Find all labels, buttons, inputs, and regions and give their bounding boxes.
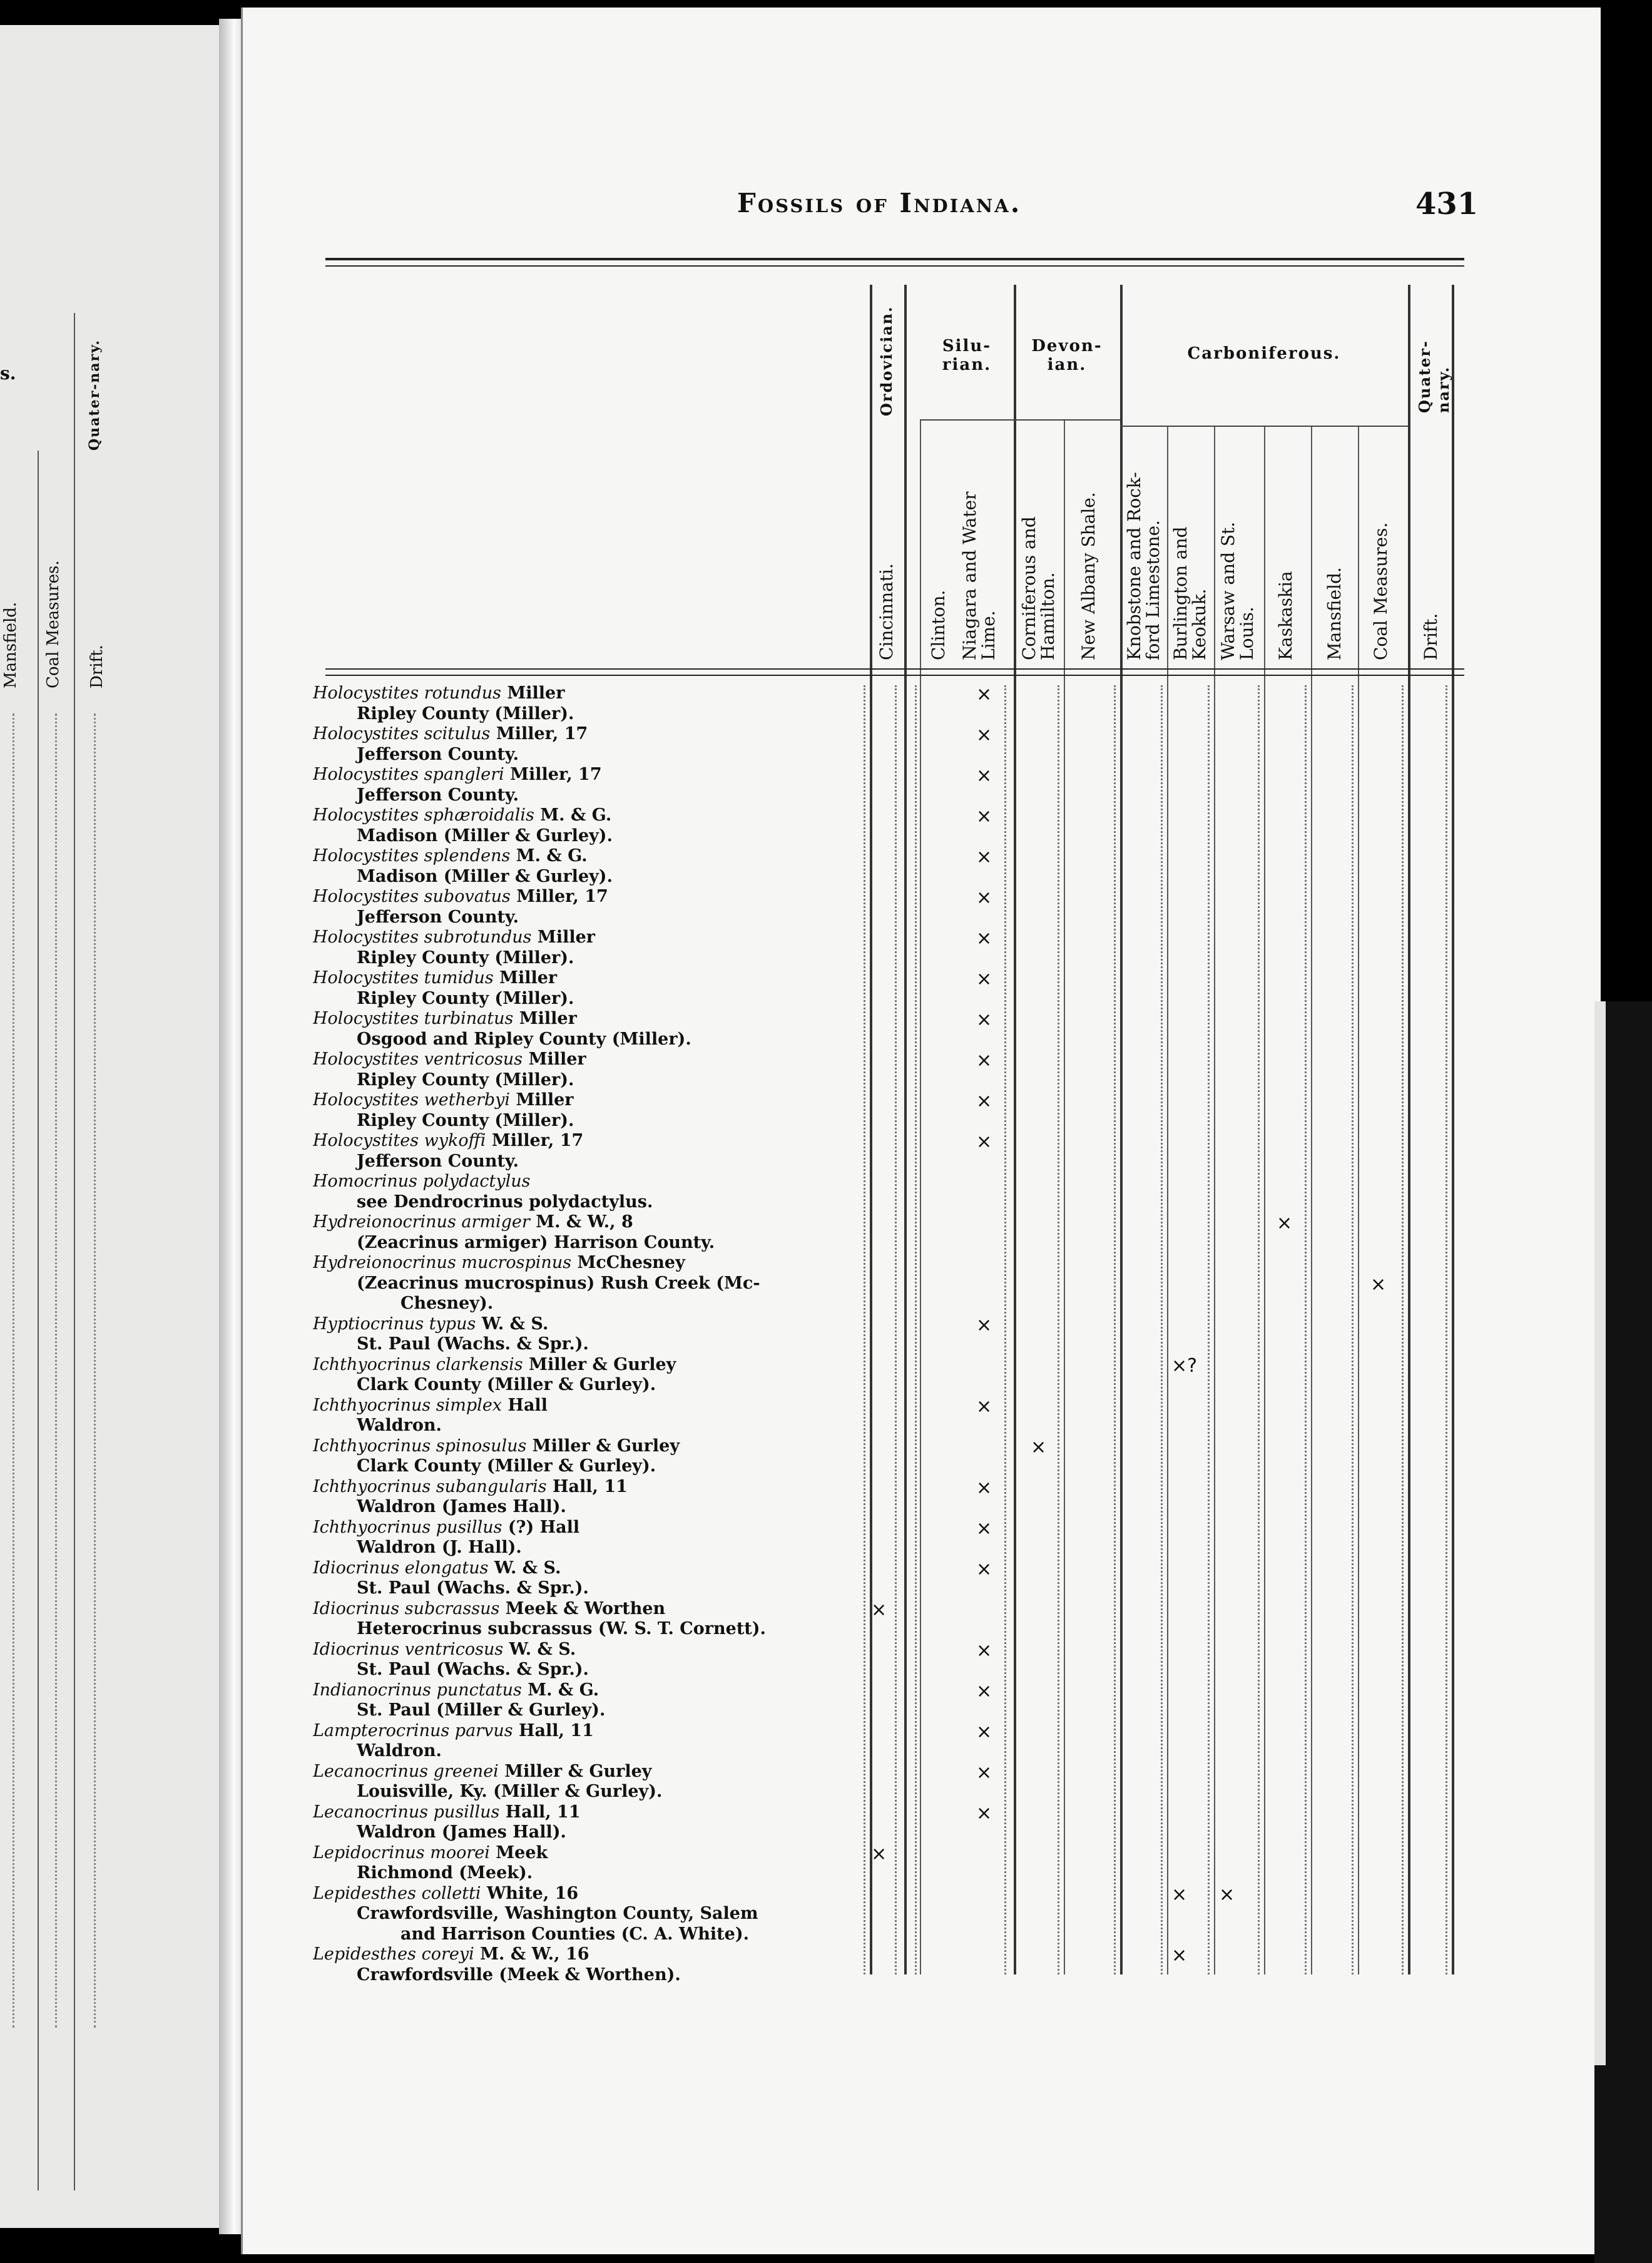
- occurrence-mark: ×: [976, 1050, 992, 1072]
- species-entry: [313, 846, 857, 887]
- species-locality: Chesney).: [400, 1294, 494, 1313]
- species-entry: [313, 927, 857, 968]
- col-rule: [1064, 419, 1065, 1974]
- species-author: Hall: [502, 1395, 548, 1415]
- occurrence-mark: ×: [976, 1558, 992, 1580]
- species-name: Holocystites tumidus: [313, 968, 494, 988]
- species-entry: [313, 1518, 857, 1558]
- col-dots: [1258, 685, 1260, 1974]
- facing-page-group-fragment: s.: [0, 363, 16, 384]
- species-author: Meek: [489, 1842, 548, 1862]
- species-locality: Waldron.: [357, 1741, 442, 1760]
- occurrence-mark: ×: [976, 968, 992, 991]
- col-dots: [1058, 685, 1059, 1974]
- species-name: Lecanocrinus pusillus: [313, 1802, 500, 1822]
- species-name: Lepidesthes coreyi: [313, 1944, 474, 1964]
- species-entry: [313, 724, 857, 765]
- col-rule: [920, 419, 921, 1974]
- occurrence-mark: ×: [1219, 1883, 1235, 1906]
- species-list: [313, 683, 857, 1985]
- species-entry: [313, 1212, 857, 1253]
- species-author: Miller: [531, 927, 595, 947]
- col-dots: [915, 685, 917, 1974]
- species-locality: St. Paul (Wachs. & Spr.).: [357, 1578, 589, 1598]
- species-locality: see Dendrocrinus polydactylus.: [357, 1192, 653, 1212]
- occurrence-mark: ×: [976, 887, 992, 909]
- species-author: (?) Hall: [502, 1517, 580, 1537]
- facing-page-col-coal: Coal Measures.: [44, 560, 63, 688]
- occurrence-mark: ×: [976, 1680, 992, 1702]
- running-head: Fossils of Indiana.: [737, 188, 1022, 218]
- col-dots: [1305, 685, 1307, 1974]
- col-dots: [1352, 685, 1354, 1974]
- species-locality: (Zeacrinus mucrospinus) Rush Creek (Mc-: [357, 1273, 760, 1293]
- occurrence-mark: ×: [976, 1761, 992, 1784]
- occurrence-mark: ×: [1370, 1273, 1387, 1295]
- occurrence-mark: ×: [1031, 1436, 1047, 1458]
- species-locality: and Harrison Counties (C. A. White).: [400, 1924, 749, 1944]
- facing-page-quaternary: Quater-nary.: [86, 339, 103, 451]
- occurrence-mark: ×: [1277, 1212, 1293, 1235]
- species-author: M. & W., 16: [474, 1944, 589, 1964]
- occurrence-mark: ×: [1171, 1883, 1188, 1906]
- occurrence-mark: ×: [976, 1131, 992, 1153]
- species-locality: Louisville, Ky. (Miller & Gurley).: [357, 1782, 663, 1801]
- species-locality: Clark County (Miller & Gurley).: [357, 1456, 656, 1476]
- col-label-drift: Drift.: [1420, 613, 1441, 660]
- facing-page-dots: [13, 713, 32, 2028]
- occurrence-mark: ×: [976, 683, 992, 706]
- col-rule: [1214, 426, 1215, 1974]
- col-label-coal-measures: Coal Measures.: [1370, 522, 1391, 660]
- species-author: Miller: [523, 1050, 586, 1069]
- species-locality: Jefferson County.: [357, 1151, 519, 1171]
- species-author: Miller: [513, 1009, 577, 1028]
- occurrence-mark: ×: [976, 724, 992, 747]
- species-name: Lepidesthes colletti: [313, 1883, 481, 1903]
- species-name: Holocystites splendens: [313, 846, 511, 866]
- group-devonian: Devon-ian.: [1031, 337, 1103, 374]
- col-label-niagara: Niagara and Water Lime.: [959, 491, 999, 660]
- species-author: Miller & Gurley: [523, 1354, 676, 1374]
- species-locality: Richmond (Meek).: [357, 1863, 533, 1882]
- col-dots: [895, 685, 897, 1974]
- species-locality: Ripley County (Miller).: [357, 703, 574, 723]
- col-rule: [1311, 426, 1312, 1974]
- species-entry: [313, 1314, 857, 1355]
- species-locality: Ripley County (Miller).: [357, 988, 574, 1008]
- species-name: Ichthyocrinus simplex: [313, 1395, 502, 1415]
- species-entry: [313, 1680, 857, 1721]
- species-name: Holocystites rotundus: [313, 683, 501, 703]
- col-rule: [1264, 426, 1265, 1974]
- species-author: W. & S.: [503, 1639, 576, 1659]
- species-entry: [313, 968, 857, 1009]
- occurrence-mark: ×: [976, 1476, 992, 1499]
- species-author: M. & W., 8: [529, 1212, 633, 1232]
- col-rule: [1452, 285, 1454, 1974]
- species-author: Hall, 11: [546, 1476, 628, 1496]
- occurrence-mark: ×: [976, 1090, 992, 1113]
- species-locality: Ripley County (Miller).: [357, 1070, 574, 1090]
- species-name: Holocystites spangleri: [313, 765, 504, 784]
- occurrence-mark: ×: [976, 805, 992, 828]
- species-entry: [313, 1355, 857, 1396]
- occurrence-mark: ×?: [1171, 1354, 1198, 1377]
- species-locality: Madison (Miller & Gurley).: [357, 825, 613, 845]
- species-entry: [313, 683, 857, 724]
- species-author: Miller & Gurley: [498, 1761, 652, 1781]
- species-author: Miller: [493, 968, 558, 988]
- species-locality: Crawfordsville, Washington County, Salem: [357, 1904, 758, 1923]
- occurrence-mark: ×: [976, 1009, 992, 1031]
- species-name: Holocystites wetherbyi: [313, 1090, 511, 1110]
- col-rule: [1167, 426, 1168, 1974]
- group-silurian: Silu-rian.: [942, 337, 992, 374]
- species-author: Hall, 11: [512, 1720, 594, 1740]
- species-locality: Ripley County (Miller).: [357, 948, 574, 968]
- species-name: Holocystites subovatus: [313, 887, 511, 906]
- species-name: Idiocrinus ventricosus: [313, 1639, 504, 1659]
- species-name: Holocystites turbinatus: [313, 1009, 514, 1028]
- species-author: W. & S.: [476, 1314, 549, 1334]
- col-dots: [1446, 685, 1447, 1974]
- col-label-knobstone: Knobstone and Rock-ford Limestone.: [1124, 472, 1163, 660]
- species-entry: [313, 1944, 857, 1985]
- col-rule: [1120, 285, 1123, 1974]
- species-author: M. & G.: [521, 1680, 599, 1700]
- page-number: 431: [1415, 186, 1479, 222]
- species-locality: Waldron (J. Hall).: [357, 1538, 522, 1557]
- species-locality: Heterocrinus subcrassus (W. S. T. Cornett).: [357, 1619, 766, 1638]
- species-author: Meek & Worthen: [499, 1598, 666, 1618]
- facing-page-dots: [55, 713, 74, 2028]
- occurrence-mark: ×: [1171, 1944, 1188, 1967]
- species-name: Holocystites scitulus: [313, 724, 491, 743]
- species-name: Homocrinus polydactylus: [313, 1172, 531, 1191]
- col-label-new-albany: New Albany Shale.: [1078, 492, 1099, 660]
- species-author: McChesney: [571, 1253, 685, 1272]
- species-entry: [313, 1131, 857, 1172]
- species-entry: [313, 1009, 857, 1050]
- col-rule: [1358, 426, 1359, 1974]
- species-name: Lepidocrinus moorei: [313, 1842, 490, 1862]
- species-author: Miller & Gurley: [526, 1436, 680, 1456]
- species-name: Holocystites subrotundus: [313, 927, 532, 947]
- col-label-warsaw: Warsaw and St. Louis.: [1218, 521, 1257, 660]
- species-entry: [313, 1253, 857, 1314]
- species-name: Ichthyocrinus pusillus: [313, 1517, 502, 1537]
- species-locality: Waldron (James Hall).: [357, 1497, 566, 1516]
- facing-page-col-drift: Drift.: [88, 645, 106, 688]
- species-author: Miller: [501, 683, 565, 703]
- species-name: Holocystites ventricosus: [313, 1050, 523, 1069]
- occurrence-mark: ×: [976, 1720, 992, 1743]
- species-entry: [313, 765, 857, 805]
- occurrence-mark: ×: [976, 1314, 992, 1336]
- species-locality: St. Paul (Miller & Gurley).: [357, 1700, 606, 1720]
- table-header-rule: [325, 668, 1464, 676]
- col-rule: [1014, 285, 1016, 1974]
- species-entry: [313, 887, 857, 927]
- species-author: White, 16: [481, 1883, 579, 1903]
- species-locality: Waldron.: [357, 1416, 442, 1435]
- species-entry: [313, 1884, 857, 1945]
- species-name: Holocystites wykoffi: [313, 1131, 486, 1150]
- species-locality: St. Paul (Wachs. & Spr.).: [357, 1660, 589, 1679]
- species-entry: [313, 1477, 857, 1518]
- species-locality: Jefferson County.: [357, 907, 519, 927]
- species-name: Hyptiocrinus typus: [313, 1314, 476, 1334]
- species-name: Lampterocrinus parvus: [313, 1720, 513, 1740]
- occurrence-mark: ×: [976, 1639, 992, 1662]
- col-dots: [1402, 685, 1404, 1974]
- group-carboniferous: Carboniferous.: [1187, 344, 1341, 363]
- species-locality: Jefferson County.: [357, 785, 519, 805]
- page-edge-shadow: [1594, 1001, 1652, 2263]
- species-author: Hall, 11: [499, 1802, 581, 1822]
- facing-page-dots: [94, 713, 113, 2028]
- group-ordovician: Ordovician.: [877, 305, 895, 416]
- species-name: Indianocrinus punctatus: [313, 1680, 522, 1700]
- col-label-clinton: Clinton.: [928, 590, 949, 660]
- species-locality: Jefferson County.: [357, 744, 519, 764]
- group-quaternary: Quater-nary.: [1415, 340, 1452, 413]
- species-entry: [313, 1599, 857, 1640]
- species-entry: [313, 1090, 857, 1131]
- species-author: Miller, 17: [504, 765, 602, 784]
- col-dots: [1161, 685, 1163, 1974]
- species-author: W. & S.: [488, 1558, 561, 1578]
- facing-page-rule: [38, 451, 39, 2190]
- species-entry: [313, 1843, 857, 1884]
- species-entry: [313, 1721, 857, 1762]
- occurrence-mark: ×: [976, 1395, 992, 1418]
- species-author: M. & G.: [534, 805, 612, 825]
- col-label-cincinnati: Cincinnati.: [876, 563, 897, 660]
- col-dots: [1208, 685, 1210, 1974]
- species-author: Miller, 17: [486, 1131, 584, 1150]
- species-entry: [313, 1050, 857, 1090]
- species-name: Holocystites sphæroidalis: [313, 805, 534, 825]
- species-author: M. & G.: [510, 846, 588, 866]
- occurrence-mark: ×: [976, 927, 992, 950]
- col-label-corniferous: Corniferous and Hamilton.: [1019, 516, 1058, 660]
- occurrence-mark: ×: [976, 846, 992, 869]
- species-entry: [313, 1558, 857, 1599]
- species-locality: Osgood and Ripley County (Miller).: [357, 1029, 691, 1049]
- species-author: Miller: [510, 1090, 574, 1110]
- group-rule-carboniferous: [1120, 426, 1408, 427]
- col-rule: [870, 285, 872, 1974]
- species-entry: [313, 1802, 857, 1843]
- col-dots: [1004, 685, 1006, 1974]
- species-name: Idiocrinus subcrassus: [313, 1598, 500, 1618]
- species-locality: St. Paul (Wachs. & Spr.).: [357, 1334, 589, 1354]
- species-locality: (Zeacrinus armiger) Harrison County.: [357, 1232, 715, 1252]
- species-locality: Waldron (James Hall).: [357, 1822, 566, 1842]
- species-name: Idiocrinus elongatus: [313, 1558, 489, 1578]
- species-entry: [313, 1436, 857, 1477]
- species-entry: [313, 1762, 857, 1802]
- species-locality: Ripley County (Miller).: [357, 1110, 574, 1130]
- occurrence-mark: ×: [976, 765, 992, 787]
- col-dots: [1114, 685, 1116, 1974]
- species-locality: Crawfordsville (Meek & Worthen).: [357, 1964, 681, 1985]
- col-rule: [1408, 285, 1410, 1974]
- species-name: Lecanocrinus greenei: [313, 1761, 499, 1781]
- species-name: Ichthyocrinus subangularis: [313, 1476, 547, 1496]
- occurrence-mark: ×: [871, 1598, 887, 1621]
- facing-page: [0, 25, 233, 2228]
- col-label-kaskaskia: Kaskaskia: [1275, 571, 1296, 660]
- species-locality: Madison (Miller & Gurley).: [357, 866, 613, 886]
- species-entry: [313, 1640, 857, 1680]
- species-locality: Clark County (Miller & Gurley).: [357, 1375, 656, 1394]
- species-author: Miller, 17: [490, 724, 588, 743]
- occurrence-mark: ×: [976, 1802, 992, 1824]
- col-label-mansfield: Mansfield.: [1324, 567, 1345, 660]
- col-rule: [904, 285, 907, 1974]
- species-entry: [313, 1172, 857, 1212]
- group-rule-silurian: [920, 419, 1014, 421]
- group-rule-devonian: [1014, 419, 1120, 421]
- species-entry: [313, 1396, 857, 1436]
- species-name: Ichthyocrinus spinosulus: [313, 1436, 527, 1456]
- col-dots: [864, 685, 865, 1974]
- book-gutter: [219, 19, 244, 2234]
- species-name: Hydreionocrinus armiger: [313, 1212, 530, 1232]
- species-entry: [313, 805, 857, 846]
- species-name: Hydreionocrinus mucrospinus: [313, 1253, 572, 1272]
- occurrence-mark: ×: [871, 1842, 887, 1865]
- species-name: Ichthyocrinus clarkensis: [313, 1354, 523, 1374]
- species-author: Miller, 17: [510, 887, 608, 906]
- occurrence-mark: ×: [976, 1517, 992, 1540]
- facing-page-col-mansfield: Mansfield.: [1, 601, 20, 688]
- table-top-rule: [325, 258, 1464, 267]
- col-label-burlington: Burlington and Keokuk.: [1170, 526, 1210, 660]
